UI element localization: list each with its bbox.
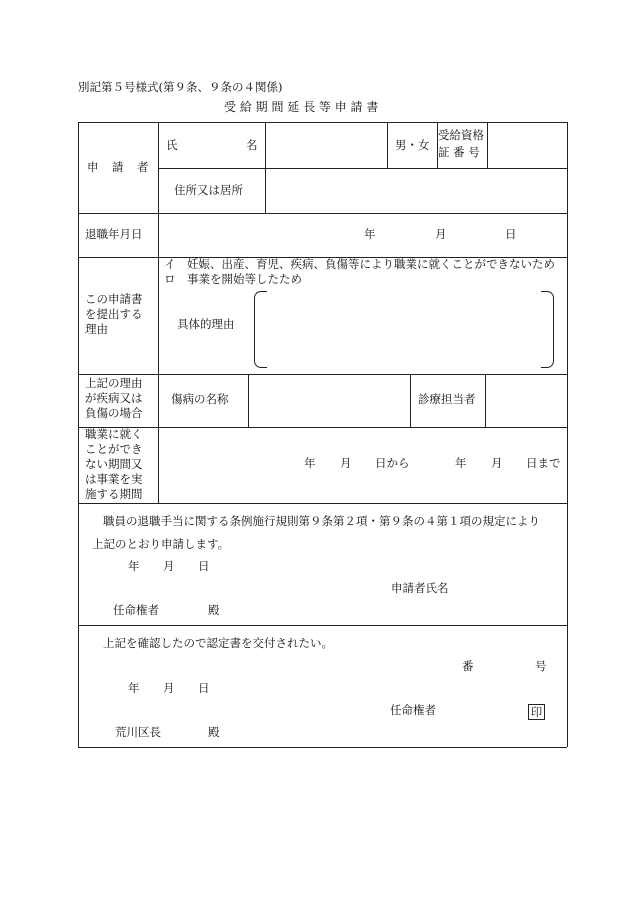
form-number: 別記第５号様式(第９条、９条の４関係) [78, 80, 283, 94]
applicant-label: 申 請 者 [87, 160, 150, 174]
retirement-day: 日 [505, 227, 517, 241]
period-label-line5: 施する期間 [85, 487, 143, 501]
name-label-second: 名 [246, 138, 258, 152]
period-label-line1: 職業に就く [85, 427, 143, 441]
confirmation-month: 月 [163, 681, 175, 695]
confirmation-honorific: 殿 [208, 725, 220, 739]
name-label-first: 氏 [166, 138, 178, 152]
period-to-day: 日まで [526, 456, 561, 470]
period-to-year: 年 [455, 456, 467, 470]
period-from-day: 日から [375, 456, 410, 470]
confirmation-appointer-label: 任命権者 [390, 703, 436, 717]
period-to-month: 月 [491, 456, 503, 470]
seal-mark: 印 [528, 704, 545, 720]
declaration-line1: 職員の退職手当に関する条例施行規則第９条第２項・第９条の４第１項の規定により [103, 514, 540, 528]
retirement-month: 月 [435, 227, 447, 241]
period-label-line3: ない期間又 [85, 457, 143, 471]
declaration-year: 年 [128, 559, 140, 573]
reason-option-ro[interactable]: ロ 事業を開始等したため [164, 272, 302, 286]
illness-label-line1: 上記の理由 [85, 376, 143, 390]
reason-label-line3: 理由 [85, 322, 108, 336]
applicant-name-label: 申請者氏名 [391, 581, 449, 595]
retirement-date-label: 退職年月日 [85, 227, 143, 241]
address-label: 住所又は居所 [174, 183, 243, 197]
border-top [78, 122, 567, 123]
right-bracket [541, 291, 554, 368]
reason-label-line2: を提出する [85, 307, 143, 321]
cert-number-label-line1: 受給資格 [438, 128, 484, 142]
period-from-month: 月 [340, 456, 352, 470]
confirmation-year: 年 [128, 681, 140, 695]
declaration-month: 月 [163, 559, 175, 573]
declaration-day: 日 [198, 559, 210, 573]
period-from-year: 年 [304, 456, 316, 470]
injury-name-label: 傷病の名称 [171, 392, 229, 406]
border-bottom [78, 747, 567, 748]
confirmation-line1: 上記を確認したので認定書を交付されたい。 [103, 636, 333, 650]
declaration-line2: 上記のとおり申請します。 [92, 537, 230, 551]
appointer-label: 任命権者 [113, 603, 159, 617]
left-bracket [254, 291, 267, 368]
specific-reason-label: 具体的理由 [177, 317, 235, 331]
form-title: 受 給 期 間 延 長 等 申 請 書 [224, 100, 379, 114]
number-ban: 番 [462, 659, 474, 673]
number-go: 号 [535, 659, 547, 673]
doctor-label: 診療担当者 [418, 392, 476, 406]
confirmation-day: 日 [198, 681, 210, 695]
reason-option-i[interactable]: イ 妊娠、出産、育児、疾病、負傷等により職業に就くことができないため [164, 257, 555, 271]
retirement-year: 年 [364, 227, 376, 241]
illness-label-line2: が疾病又は [85, 391, 143, 405]
reason-label-line1: この申請書 [85, 292, 143, 306]
period-label-line2: ことができ [85, 442, 143, 456]
declaration-honorific: 殿 [208, 603, 220, 617]
period-label-line4: は事業を実 [85, 472, 143, 486]
gender-option[interactable]: 男・女 [395, 138, 430, 152]
cert-number-label-line2: 証 番 号 [438, 145, 480, 159]
ward-mayor-label: 荒川区長 [115, 725, 161, 739]
illness-label-line3: 負傷の場合 [85, 406, 143, 420]
